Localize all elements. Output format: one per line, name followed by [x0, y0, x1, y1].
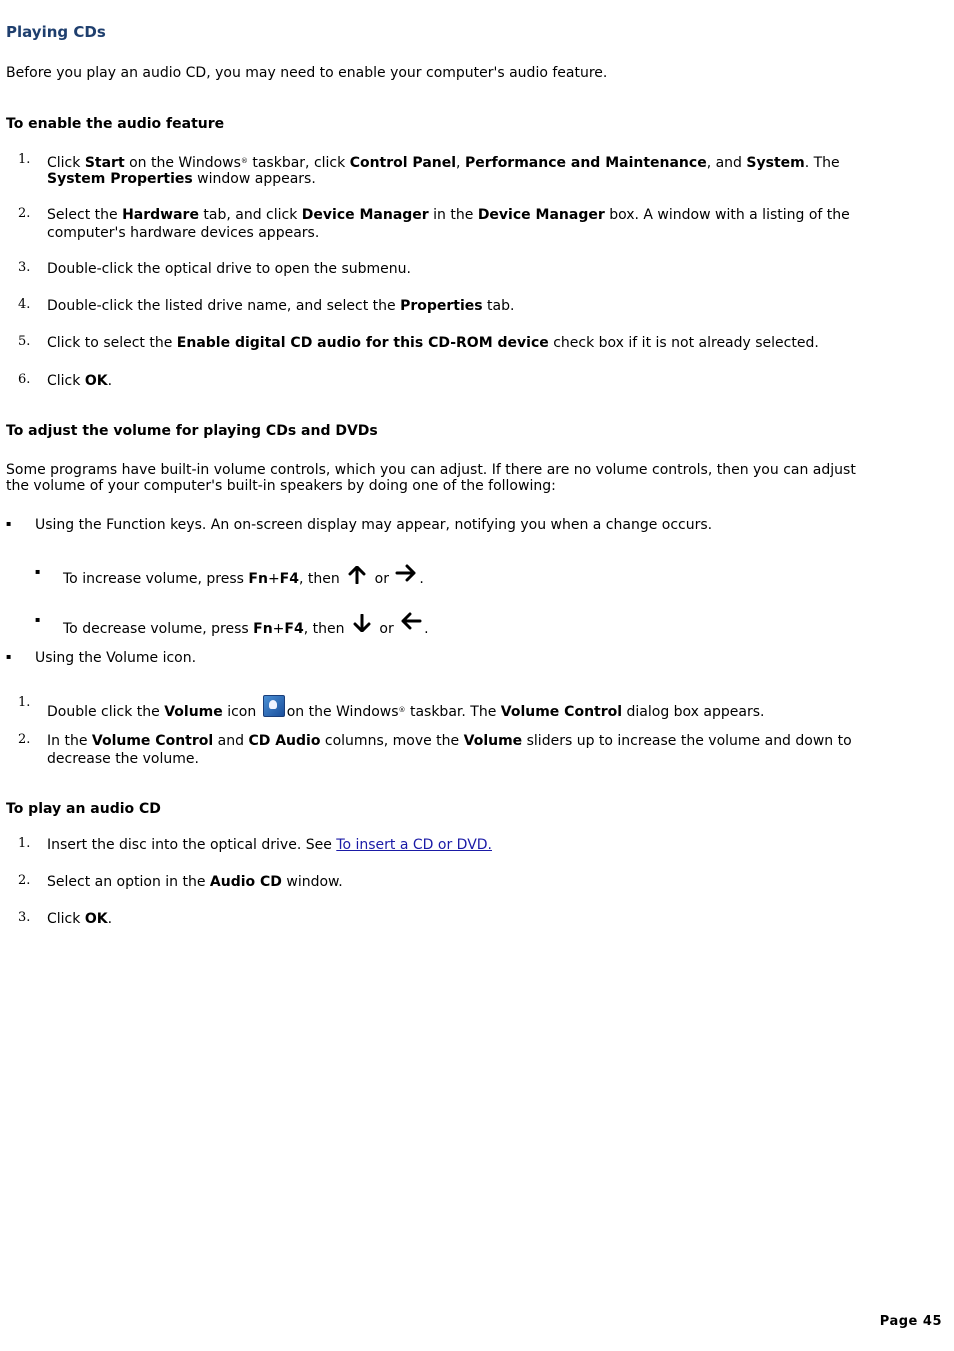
enable-step-1: Click Start on the Windows® taskbar, click Control Panel, Performance and Maintenance, and System. The: [47, 155, 840, 171]
bullet-function-keys: Using the Function keys. An on-screen display may appear, notifying you when a change occurs.: [35, 517, 713, 533]
arrow-up-icon: [346, 566, 368, 584]
arrow-down-icon: [351, 614, 373, 632]
page-number: Page 45: [879, 1314, 942, 1329]
play-step-1: Insert the disc into the optical drive. See To insert a CD or DVD.: [47, 837, 492, 853]
section-heading-adjust-volume: To adjust the volume for playing CDs and DVDs: [6, 423, 378, 439]
step-number: 5.: [18, 334, 31, 349]
bullet-volume-icon: Using the Volume icon.: [35, 650, 197, 666]
volume-paragraph-line-2: the volume of your computer's built-in speakers by doing one of the following:: [6, 478, 556, 494]
step-number: 1.: [18, 836, 31, 851]
enable-step-2: Select the Hardware tab, and click Device Manager in the Device Manager box. A window with a listing of the: [47, 207, 850, 223]
bullet-icon: ▪: [35, 567, 41, 576]
step-number: 3.: [18, 910, 31, 925]
volume-step-2: In the Volume Control and CD Audio columns, move the Volume sliders up to increase the volume and down to: [47, 733, 852, 749]
increase-volume-item: To increase volume, press Fn+F4, then or .: [63, 564, 424, 588]
step-number: 2.: [18, 873, 31, 888]
step-number: 2.: [18, 732, 31, 747]
play-step-3: Click OK.: [47, 911, 113, 927]
bullet-icon: ▪: [6, 652, 12, 661]
volume-icon: [263, 695, 285, 717]
play-step-2: Select an option in the Audio CD window.: [47, 874, 343, 890]
volume-step-2-cont: decrease the volume.: [47, 751, 199, 767]
enable-step-1-cont: System Properties window appears.: [47, 171, 316, 187]
enable-step-5: Click to select the Enable digital CD audio for this CD-ROM device check box if it is not already selected.: [47, 335, 819, 351]
volume-paragraph-line-1: Some programs have built-in volume controls, which you can adjust. If there are no volume controls, then you can adjust: [6, 462, 856, 478]
enable-step-4: Double-click the listed drive name, and select the Properties tab.: [47, 298, 515, 314]
volume-step-1: Double click the Volume icon on the Windows® taskbar. The Volume Control dialog box appears.: [47, 695, 764, 721]
page-title: Playing CDs: [6, 23, 106, 41]
arrow-left-icon: [400, 612, 422, 630]
bullet-icon: ▪: [35, 615, 41, 624]
enable-step-3: Double-click the optical drive to open the submenu.: [47, 261, 411, 277]
step-number: 1.: [18, 152, 31, 167]
section-heading-enable-audio: To enable the audio feature: [6, 116, 225, 132]
enable-step-6: Click OK.: [47, 373, 113, 389]
insert-cd-link[interactable]: To insert a CD or DVD.: [336, 837, 492, 853]
step-number: 4.: [18, 297, 31, 312]
step-number: 6.: [18, 372, 31, 387]
decrease-volume-item: To decrease volume, press Fn+F4, then or .: [63, 612, 429, 638]
arrow-right-icon: [395, 564, 417, 582]
step-number: 1.: [18, 695, 31, 710]
intro-paragraph: Before you play an audio CD, you may need to enable your computer's audio feature.: [6, 65, 608, 81]
section-heading-play-cd: To play an audio CD: [6, 801, 161, 817]
enable-step-2-cont: computer's hardware devices appears.: [47, 225, 320, 241]
bullet-icon: ▪: [6, 519, 12, 528]
step-number: 2.: [18, 206, 31, 221]
step-number: 3.: [18, 260, 31, 275]
